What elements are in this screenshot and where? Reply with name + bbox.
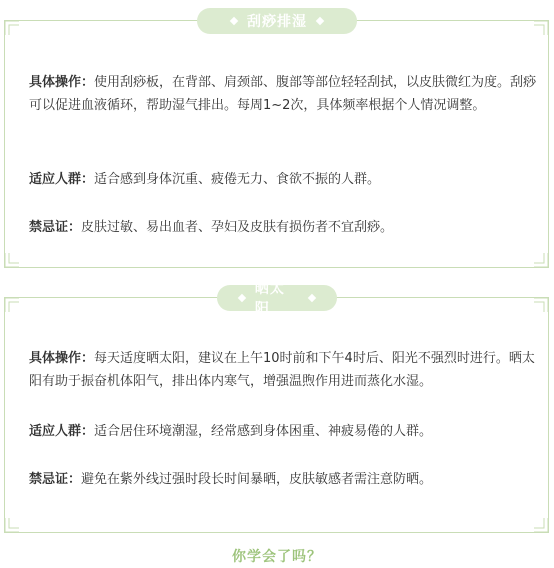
method-paragraph: 具体操作：使用刮痧板，在背部、肩颈部、腹部等部位轻轻刮拭，以皮肤微红为度。刮痧可以促进血液循环，帮助湿气排出。每周1~2次，具体频率根据个人情况调整。 bbox=[29, 75, 537, 113]
section-title: 晒太阳 bbox=[254, 281, 285, 317]
target-group-paragraph: 适应人群：适合感到身体沉重、疲倦无力、食欲不振的人群。 bbox=[29, 172, 381, 187]
section-title-pill bbox=[217, 281, 337, 317]
corner-ornament-icon bbox=[4, 252, 20, 268]
footer-question: 你学会了吗？ bbox=[232, 549, 322, 565]
diamond-icon bbox=[316, 17, 324, 25]
diamond-icon bbox=[238, 294, 246, 302]
corner-ornament-icon bbox=[533, 517, 549, 533]
divider bbox=[36, 297, 158, 298]
section-title-bar bbox=[0, 281, 554, 317]
target-group-paragraph: 适应人群：适合居住环境潮湿，经常感到身体困重、神疲易倦的人群。 bbox=[29, 424, 433, 439]
section-card-sunbathing bbox=[4, 297, 549, 533]
section-title: 刮痧排湿 bbox=[247, 14, 307, 30]
section-card-scraping bbox=[4, 20, 549, 268]
contraindication-paragraph: 禁忌证：避免在紫外线过强时段长时间暴晒，皮肤敏感者需注意防晒。 bbox=[29, 472, 433, 487]
divider bbox=[396, 20, 518, 21]
corner-ornament-icon bbox=[533, 252, 549, 268]
method-paragraph: 具体操作：每天适度晒太阳，建议在上午10时前和下午4时后、阳光不强烈时进行。晒太阳有助于振奋机体阳气，排出体内寒气，增强温煦作用进而蒸化水湿。 bbox=[29, 351, 535, 389]
section-title-pill bbox=[197, 8, 357, 34]
diamond-icon bbox=[308, 294, 316, 302]
section-title-bar bbox=[0, 8, 554, 34]
diamond-icon bbox=[230, 17, 238, 25]
contraindication-paragraph: 禁忌证：皮肤过敏、易出血者、孕妇及皮肤有损伤者不宜刮痧。 bbox=[29, 220, 394, 235]
divider bbox=[36, 20, 158, 21]
divider bbox=[396, 297, 518, 298]
corner-ornament-icon bbox=[4, 517, 20, 533]
